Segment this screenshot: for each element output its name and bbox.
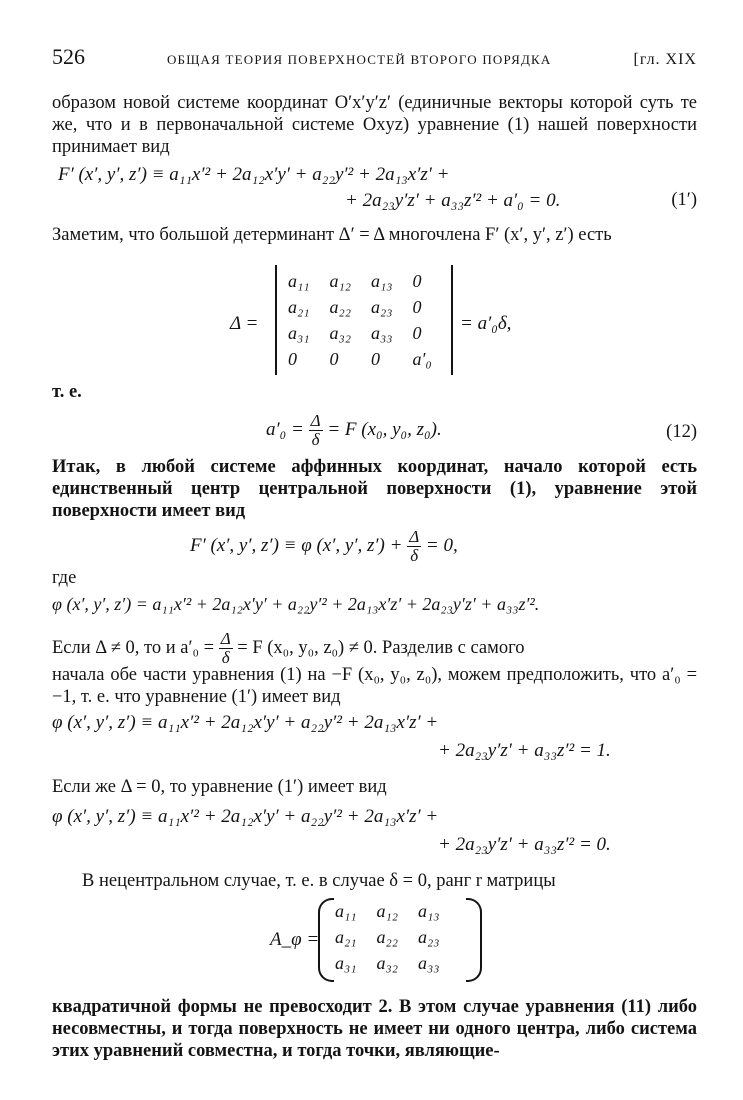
det-cell: a₁₃ bbox=[371, 270, 393, 291]
det-cell: a′₀ bbox=[412, 348, 432, 369]
chapter-label: [гл. XIX bbox=[633, 51, 697, 68]
det-cell: 0 bbox=[329, 348, 339, 369]
matrix-cell: a₁₂ bbox=[376, 900, 399, 921]
det-cell: a₁₂ bbox=[329, 270, 352, 291]
det-cell: 0 bbox=[371, 348, 381, 369]
equation-4-line-2: + 2a₂₃y′z′ + a₃₃z′² = 1. bbox=[438, 740, 611, 761]
det-cell: a₁₁ bbox=[288, 270, 310, 291]
fraction-denominator: δ bbox=[311, 430, 320, 449]
det-cell: 0 bbox=[412, 270, 422, 291]
label-gde: где bbox=[52, 568, 77, 588]
det-cell: 0 bbox=[412, 296, 422, 317]
matrix-a-phi bbox=[325, 898, 450, 976]
paragraph-7: квадратичной формы не превосходит 2. В этом случае уравнения (11) либо несовместны, и тогда поверхность не имеет ни одного центра, либо система этих уравнений совместна, и тогда точки, являющие- bbox=[52, 997, 697, 1061]
matrix-cell: a₁₃ bbox=[418, 900, 440, 921]
matrix-cell: a₂₃ bbox=[418, 926, 440, 947]
equation-1-line-1: F′ (x′, y′, z′) ≡ a₁₁x′² + 2a₁₂x′y′ + a₂₂y′² + 2a₁₃x′z′ + bbox=[58, 164, 450, 185]
matrix-cell: a₂₂ bbox=[376, 926, 399, 947]
equation-1-line-2: + 2a₂₃y′z′ + a₃₃z′² + a′₀ = 0. bbox=[345, 190, 561, 211]
fraction-numerator: Δ bbox=[220, 629, 231, 648]
fraction-numerator: Δ bbox=[409, 527, 420, 546]
paragraph-3: Итак, в любой системе аффинных координат, начало которой есть единственный центр центральной поверхности (1), уравнение этой поверхности имеет вид bbox=[52, 457, 697, 521]
matrix-cell: a₃₂ bbox=[376, 952, 399, 973]
matrix-cell: a₃₁ bbox=[335, 952, 357, 973]
equation-12-number: (12) bbox=[666, 422, 697, 442]
paragraph-1: образом новой системе координат O′x′y′z′ (единичные векторы которой суть те же, что и в первоначальной системе Oxyz) уравнение (1) нашей поверхности принимает вид bbox=[52, 93, 697, 157]
matrix-cell: a₂₁ bbox=[335, 926, 357, 947]
matrix-cell: a₃₃ bbox=[418, 952, 440, 973]
matrix-right-paren bbox=[466, 898, 482, 982]
paragraph-2: Заметим, что большой детерминант Δ′ = Δ многочлена F′ (x′, y′, z′) есть bbox=[52, 225, 612, 245]
paragraph-4-fraction bbox=[219, 630, 233, 667]
paragraph-6: В нецентральном случае, т. е. в случае δ = 0, ранг r матрицы bbox=[82, 871, 556, 891]
equation-5-line-1: φ (x′, y′, z′) ≡ a₁₁x′² + 2a₁₂x′y′ + a₂₂y′² + 2a₁₃x′z′ + bbox=[52, 806, 439, 827]
det-cell: a₃₃ bbox=[371, 322, 393, 343]
paragraph-4-b: = F (x₀, y₀, z₀) ≠ 0. Разделив с самого bbox=[237, 637, 525, 658]
equation-12-rhs: = F (x₀, y₀, z₀). bbox=[327, 418, 442, 440]
equation-3-lhs: F′ (x′, y′, z′) ≡ φ (x′, y′, z′) + bbox=[190, 534, 403, 556]
determinant-right-bar bbox=[451, 265, 453, 375]
det-cell: a₃₂ bbox=[329, 322, 352, 343]
equation-phi: φ (x′, y′, z′) = a₁₁x′² + 2a₁₂x′y′ + a₂₂y′² + 2a₁₃x′z′ + 2a₂₃y′z′ + a₃₃z′². bbox=[52, 594, 540, 614]
running-title: ОБЩАЯ ТЕОРИЯ ПОВЕРХНОСТЕЙ ВТОРОГО ПОРЯДКА bbox=[166, 52, 552, 67]
det-cell: a₂₂ bbox=[329, 296, 352, 317]
determinant-left-bar bbox=[275, 265, 277, 375]
equation-4-line-1: φ (x′, y′, z′) ≡ a₁₁x′² + 2a₁₂x′y′ + a₂₂y′² + 2a₁₃x′z′ + bbox=[52, 712, 439, 733]
equation-3-fraction bbox=[407, 528, 421, 565]
matrix-lhs: A_φ = bbox=[270, 929, 320, 950]
det-cell: 0 bbox=[288, 348, 297, 369]
det-cell: 0 bbox=[412, 322, 422, 343]
equation-1-number: (1′) bbox=[671, 190, 697, 210]
determinant-matrix bbox=[278, 268, 442, 372]
label-te: т. е. bbox=[52, 382, 82, 402]
fraction-denominator: δ bbox=[221, 648, 230, 667]
determinant-lhs: Δ = bbox=[230, 313, 259, 334]
equation-3-rhs: = 0, bbox=[425, 534, 458, 556]
paragraph-4-first-line bbox=[52, 630, 697, 667]
determinant-rhs: = a′₀δ, bbox=[460, 313, 512, 334]
fraction-denominator: δ bbox=[410, 546, 419, 565]
equation-12 bbox=[266, 412, 442, 449]
fraction-numerator: Δ bbox=[310, 411, 321, 430]
matrix-cell: a₁₁ bbox=[335, 900, 357, 921]
det-cell: a₃₁ bbox=[288, 322, 310, 343]
paragraph-5: Если же Δ = 0, то уравнение (1′) имеет вид bbox=[52, 777, 387, 797]
running-header bbox=[52, 44, 697, 78]
equation-5-line-2: + 2a₂₃y′z′ + a₃₃z′² = 0. bbox=[438, 834, 611, 855]
equation-3 bbox=[190, 528, 458, 565]
page-number: 526 bbox=[52, 44, 85, 69]
paragraph-4-rest: начала обе части уравнения (1) на −F (x₀, y₀, z₀), можем предположить, что a′₀ = −1, т. е. что уравнение (1′) имеет вид bbox=[52, 665, 697, 707]
det-cell: a₂₁ bbox=[288, 296, 310, 317]
equation-12-fraction bbox=[309, 412, 323, 449]
det-cell: a₂₃ bbox=[371, 296, 393, 317]
paragraph-4-a: Если Δ ≠ 0, то и a′₀ = bbox=[52, 637, 215, 658]
equation-12-lhs: a′₀ = bbox=[266, 418, 304, 440]
